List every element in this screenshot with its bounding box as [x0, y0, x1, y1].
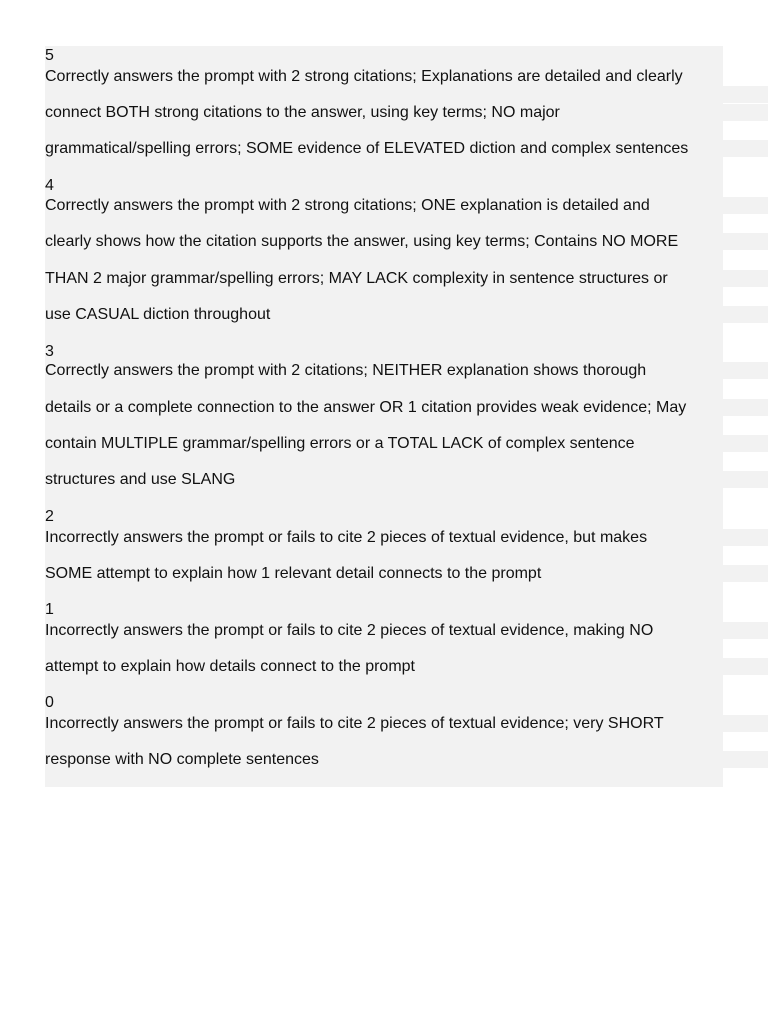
- row-band: [723, 197, 768, 214]
- row-band: [723, 104, 768, 121]
- criteria-line: use CASUAL diction throughout: [45, 306, 271, 323]
- score-level: 4: [45, 177, 54, 194]
- criteria-line: Correctly answers the prompt with 2 citations; NEITHER explanation shows thorough: [45, 362, 647, 379]
- row-band: [723, 471, 768, 488]
- criteria-line: Correctly answers the prompt with 2 strong citations; ONE explanation is detailed and: [45, 197, 650, 214]
- row-band: [723, 622, 768, 639]
- criteria-line: structures and use SLANG: [45, 471, 236, 488]
- row-band: [723, 140, 768, 157]
- criteria-line: grammatical/spelling errors; SOME evidence of ELEVATED diction and complex sentences: [45, 140, 689, 157]
- row-band: [723, 565, 768, 582]
- score-level: 5: [45, 47, 54, 64]
- row-band: [723, 233, 768, 250]
- score-level: 0: [45, 694, 54, 711]
- criteria-line: Incorrectly answers the prompt or fails to cite 2 pieces of textual evidence; very SHORT: [45, 715, 664, 732]
- criteria-line: Incorrectly answers the prompt or fails to cite 2 pieces of textual evidence, but makes: [45, 529, 648, 546]
- row-band: [723, 435, 768, 452]
- row-band: [723, 86, 768, 103]
- row-band: [723, 751, 768, 768]
- criteria-line: attempt to explain how details connect to the prompt: [45, 658, 415, 675]
- criteria-line: connect BOTH strong citations to the answer, using key terms; NO major: [45, 104, 560, 121]
- criteria-line: clearly shows how the citation supports the answer, using key terms; Contains NO MORE: [45, 233, 679, 250]
- criteria-line: Incorrectly answers the prompt or fails to cite 2 pieces of textual evidence, making NO: [45, 622, 654, 639]
- row-band: [723, 270, 768, 287]
- row-band: [723, 306, 768, 323]
- row-band: [723, 715, 768, 732]
- row-band: [723, 529, 768, 546]
- row-band: [723, 362, 768, 379]
- criteria-line: response with NO complete sentences: [45, 751, 319, 768]
- criteria-line: THAN 2 major grammar/spelling errors; MAY LACK complexity in sentence structures or: [45, 270, 668, 287]
- score-level: 1: [45, 601, 54, 618]
- criteria-line: Correctly answers the prompt with 2 strong citations; Explanations are detailed and clearly: [45, 68, 683, 85]
- row-band: [723, 399, 768, 416]
- row-band: [723, 658, 768, 675]
- score-level: 2: [45, 508, 54, 525]
- score-level: 3: [45, 343, 54, 360]
- criteria-line: SOME attempt to explain how 1 relevant detail connects to the prompt: [45, 565, 542, 582]
- criteria-line: details or a complete connection to the answer OR 1 citation provides weak evidence; May: [45, 399, 687, 416]
- criteria-line: contain MULTIPLE grammar/spelling errors or a TOTAL LACK of complex sentence: [45, 435, 635, 452]
